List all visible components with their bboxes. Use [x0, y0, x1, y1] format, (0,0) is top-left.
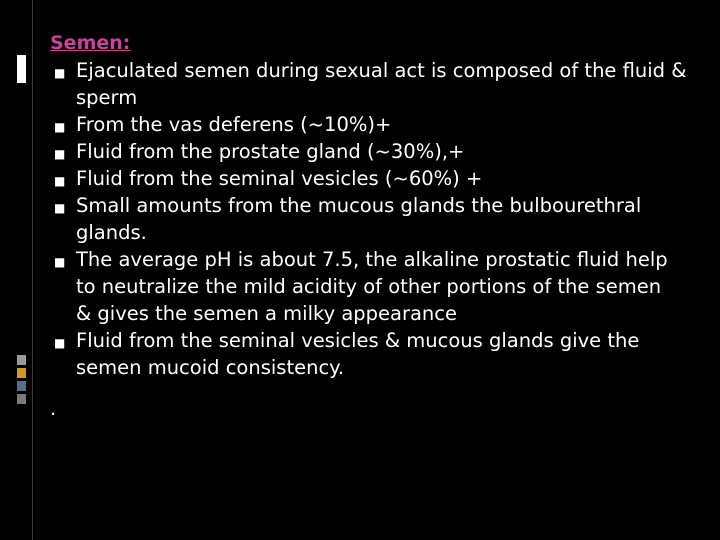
- square-bullet-icon: ■: [54, 147, 66, 161]
- bullet-text: Fluid from the seminal vesicles (~60%) +: [76, 167, 483, 190]
- slide-content: [50, 30, 690, 422]
- bullet-text: Fluid from the prostate gland (~30%),+: [76, 140, 465, 163]
- bullet-text: The average pH is about 7.5, the alkaline prostatic fluid help to neutralize the mild acidity of other portions of the semen: [76, 248, 668, 298]
- bullet-item: [50, 111, 690, 138]
- bullet-list: [50, 57, 690, 300]
- bullet-list-end: [50, 327, 690, 381]
- bullet-item: [50, 57, 690, 111]
- decor-square-gray-2: [17, 394, 26, 404]
- bullet-item: [50, 246, 690, 300]
- decor-square-gray: [17, 355, 26, 365]
- decor-square-white: [17, 55, 26, 83]
- square-bullet-icon: ■: [54, 201, 66, 215]
- square-bullet-icon: ■: [54, 174, 66, 188]
- continuation-line: & gives the semen a milky appearance: [76, 302, 458, 325]
- square-bullet-icon: ■: [54, 336, 66, 350]
- bullet-item: [50, 138, 690, 165]
- bullet-item: [50, 192, 690, 246]
- decor-square-gold: [17, 368, 26, 378]
- bullet-item: [50, 327, 690, 381]
- decor-square-blue: [17, 381, 26, 391]
- bullet-item: [50, 165, 690, 192]
- square-bullet-icon: ■: [54, 255, 66, 269]
- left-decorative-strip: [0, 0, 33, 540]
- bullet-text: From the vas deferens (~10%)+: [76, 113, 392, 136]
- bullet-text: Fluid from the seminal vesicles & mucous glands give the semen mucoid consistency.: [76, 329, 640, 379]
- trailing-dot: .: [50, 397, 57, 420]
- square-bullet-icon: ■: [54, 120, 66, 134]
- bullet-text: Small amounts from the mucous glands the bulbourethral glands.: [76, 194, 642, 244]
- bullet-text: Ejaculated semen during sexual act is composed of the fluid & sperm: [76, 59, 687, 109]
- slide-heading: Semen:: [50, 32, 131, 54]
- square-bullet-icon: ■: [54, 66, 66, 80]
